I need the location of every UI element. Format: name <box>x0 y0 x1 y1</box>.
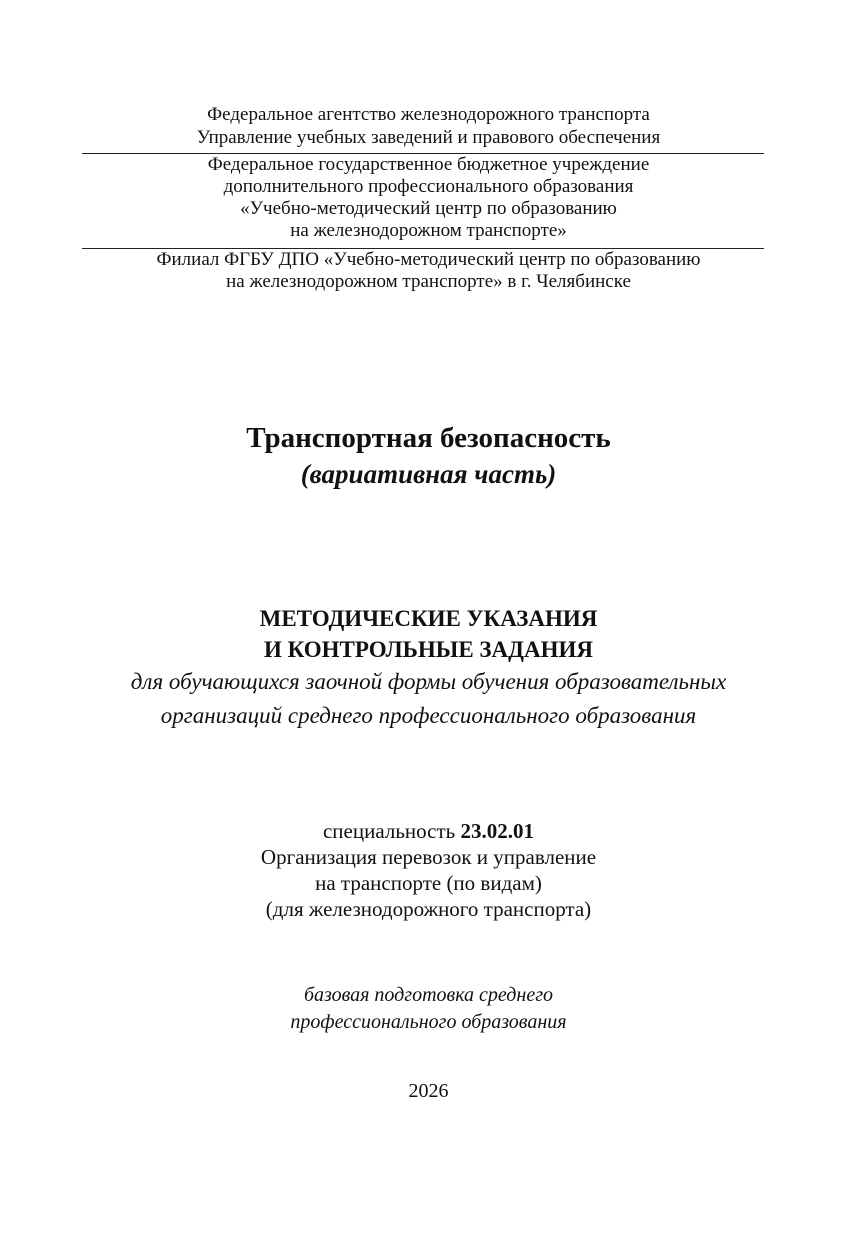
specialty-line: (для железнодорожного транспорта) <box>265 897 592 921</box>
specialty-heading <box>0 818 857 844</box>
document-title <box>0 420 857 492</box>
specialty-label: специальность <box>322 819 456 843</box>
specialty-code: 23.02.01 <box>460 819 534 843</box>
branch-line: на железнодорожном транспорте» в г. Челябинске <box>226 271 631 292</box>
year-text: 2026 <box>408 1080 449 1102</box>
institution-line: дополнительного профессионального образования <box>223 176 634 197</box>
agency-name: Федеральное агентство железнодорожного транспорта <box>207 104 650 125</box>
publication-year <box>0 1078 857 1104</box>
document-type <box>0 603 857 733</box>
doc-type-line: И КОНТРОЛЬНЫЕ ЗАДАНИЯ <box>263 637 593 662</box>
branch-header <box>0 249 857 293</box>
specialty-block <box>0 818 857 922</box>
specialty-line: Организация перевозок и управление <box>260 845 597 869</box>
specialty-line: на транспорте (по видам) <box>315 871 542 895</box>
institution-line: «Учебно-методический центр по образованию <box>240 198 617 219</box>
title-subtitle: (вариативная часть) <box>300 459 557 489</box>
audience-line: организаций среднего профессионального образования <box>160 703 697 728</box>
training-level <box>0 982 857 1036</box>
audience-line: для обучающихся заочной формы обучения образовательных <box>130 669 727 694</box>
agency-department: Управление учебных заведений и правового обеспечения <box>196 127 661 148</box>
level-line: базовая подготовка среднего <box>303 984 554 1006</box>
doc-type-line: МЕТОДИЧЕСКИЕ УКАЗАНИЯ <box>259 606 598 631</box>
institution-header <box>0 154 857 242</box>
institution-line: на железнодорожном транспорте» <box>290 220 567 241</box>
level-line: профессионального образования <box>290 1011 567 1033</box>
institution-line: Федеральное государственное бюджетное учреждение <box>207 154 650 175</box>
title-main: Транспортная безопасность <box>246 422 611 454</box>
agency-header <box>0 103 857 149</box>
branch-line: Филиал ФГБУ ДПО «Учебно-методический центр по образованию <box>156 249 701 270</box>
